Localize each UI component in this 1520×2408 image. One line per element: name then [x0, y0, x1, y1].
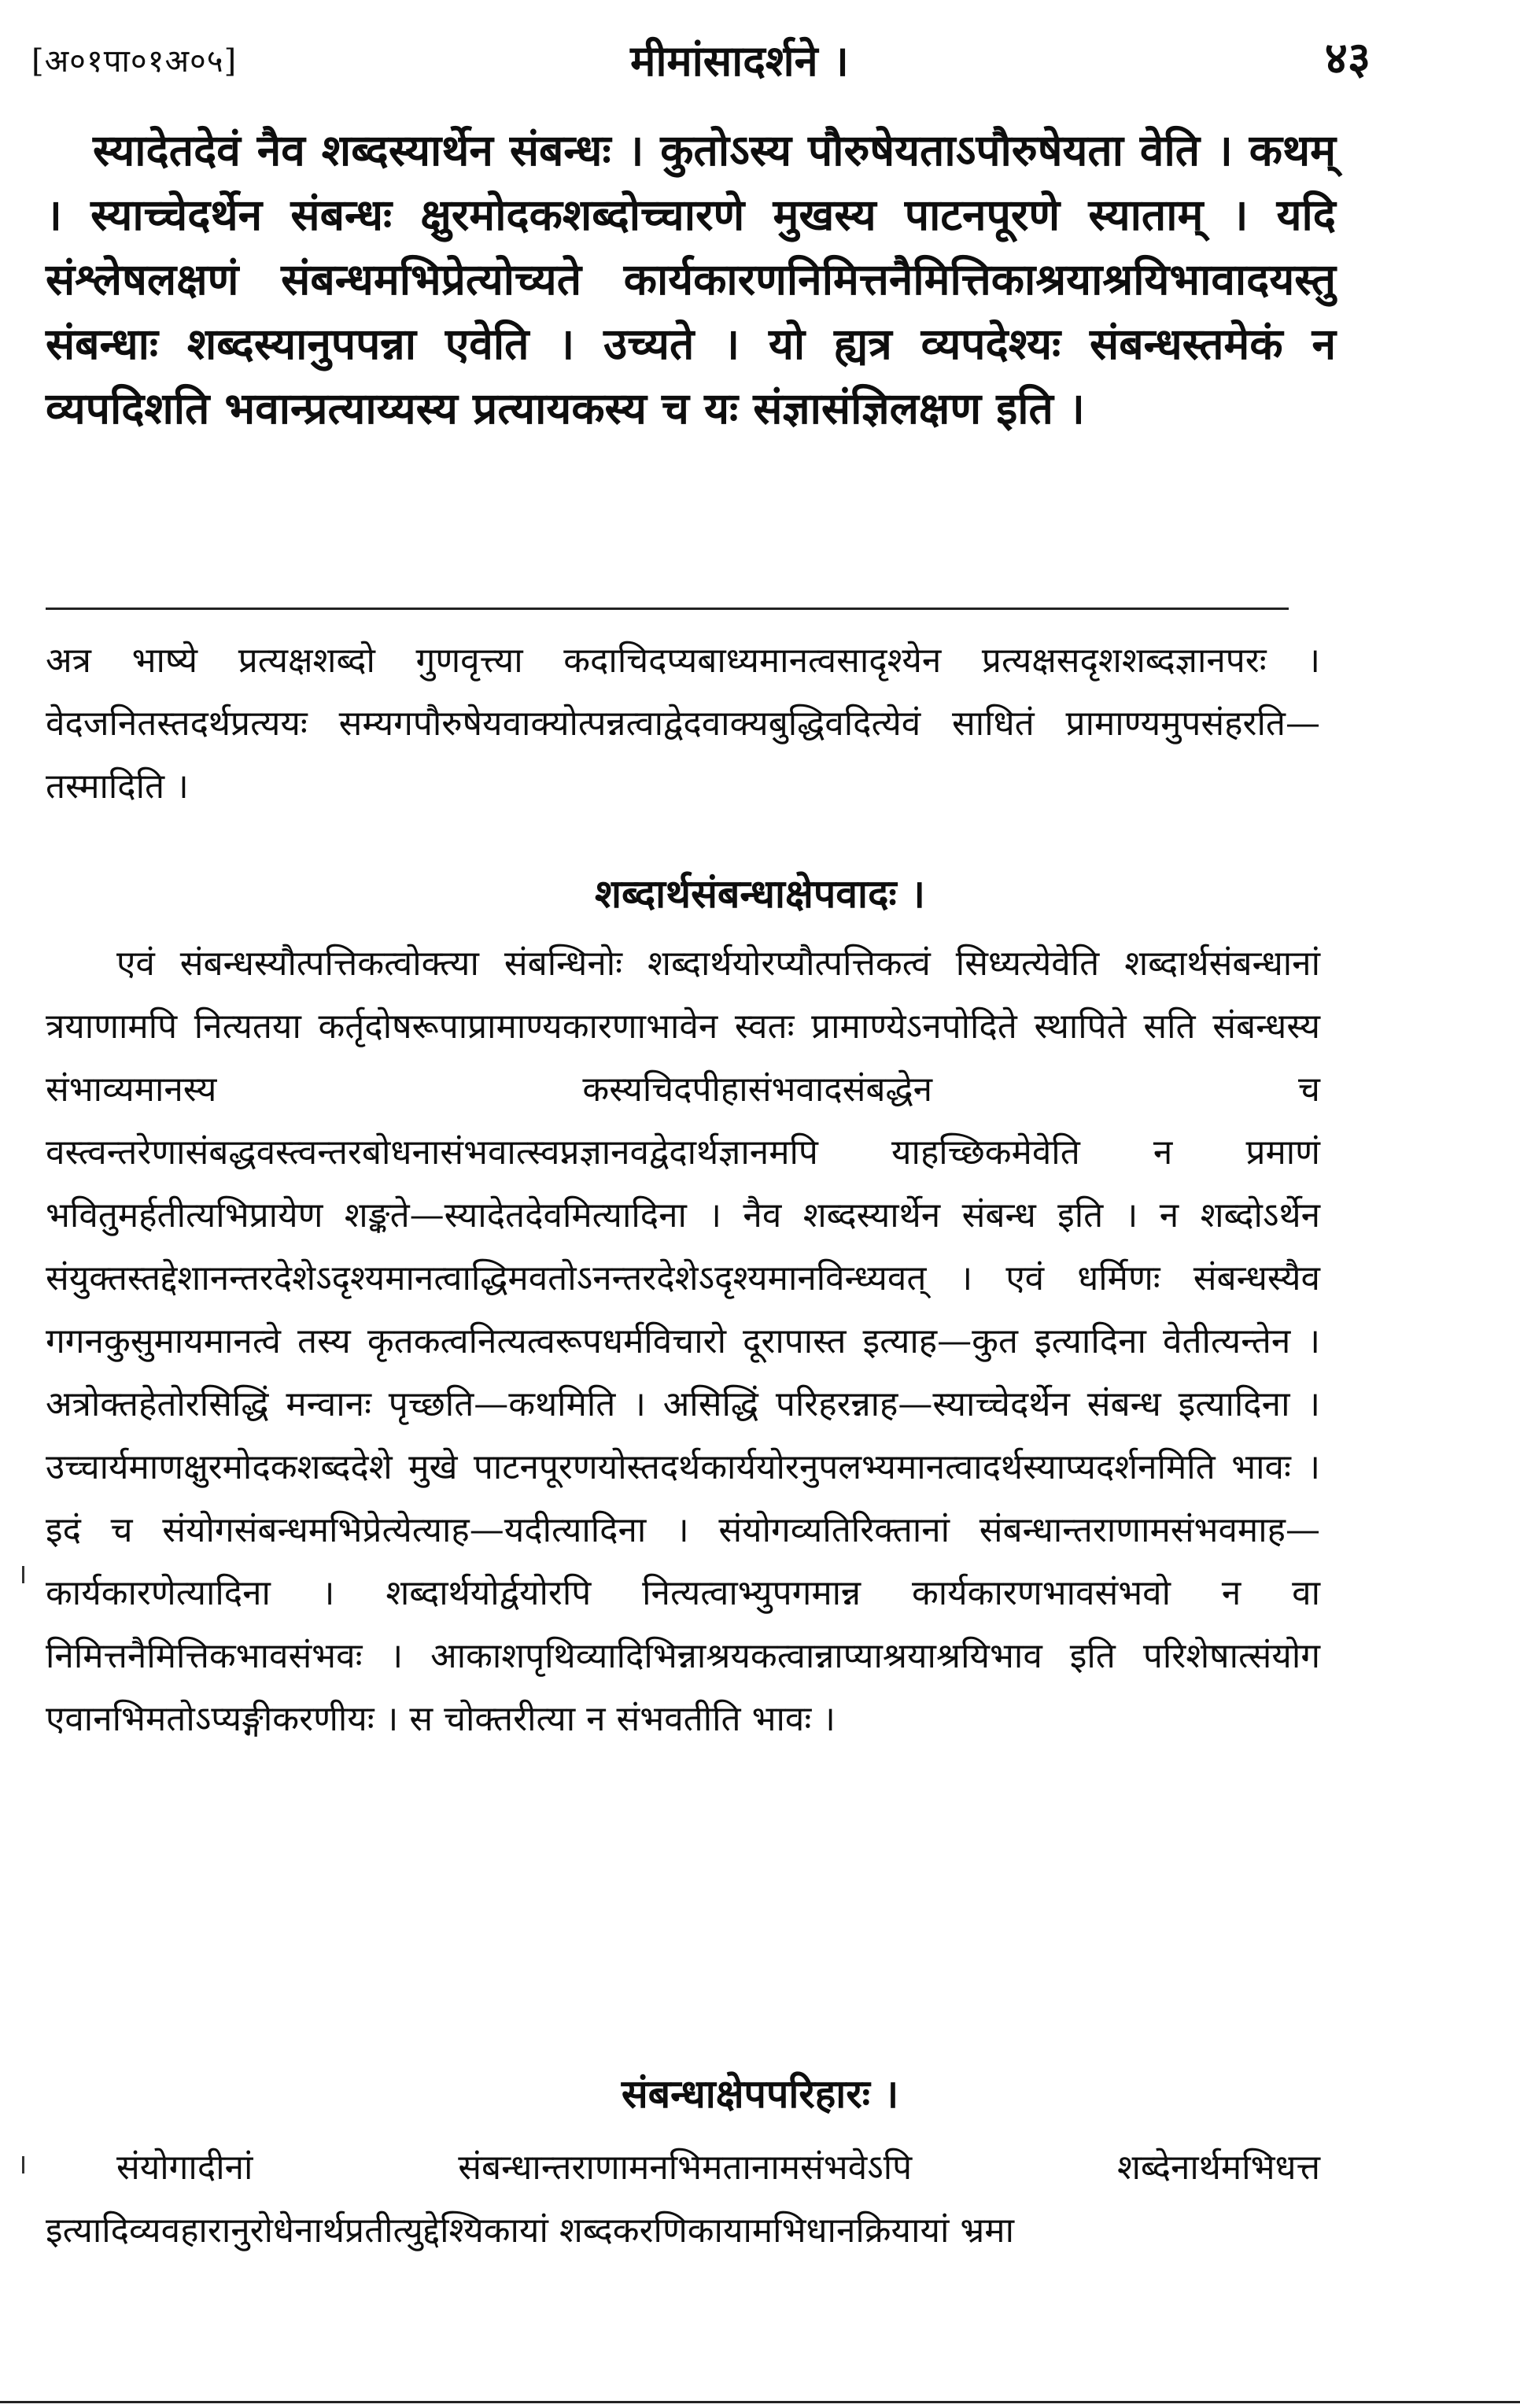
page-bottom-border: [0, 2401, 1520, 2403]
section-reference: [अ०१पा०१अ०५]: [31, 43, 238, 79]
commentary-block-1: [46, 630, 1320, 818]
page-number: ४३: [1324, 32, 1371, 84]
commentary-block-3: [46, 2137, 1320, 2262]
main-sutra-text: [46, 118, 1336, 441]
page-header: [31, 27, 1489, 90]
margin-mark: [22, 1566, 24, 1583]
commentary-paragraph-1: अत्र भाष्ये प्रत्यक्षशब्दो गुणवृत्त्या कदाचिदप्यबाध्यमानत्वसादृश्येन प्रत्यक्षसदृशशब्दज्ञानपरः । वेदजनितस्तदर्थप्रत्ययः सम्यगपौरुषेयवाक्योत्पन्नत्वाद्वेदवाक्यबुद्धिवदित्येवं साधितं प्रामाण्यमुपसंहरति—तस्मादिति ।: [46, 641, 1320, 807]
running-title: मीमांसादर्शने ।: [630, 35, 849, 86]
margin-mark: [22, 2156, 24, 2173]
divider-rule: [46, 608, 1289, 610]
main-paragraph: स्यादेतदेवं नैव शब्दस्यार्थेन संबन्धः । कुतोऽस्य पौरुषेयताऽपौरुषेयता वेति । कथम् । स्याच्चेदर्थेन संबन्धः क्षुरमोदकशब्दोच्चारणे मुखस्य पाटनपूरणे स्याताम् । यदि संश्लेषलक्षणं संबन्धमभिप्रेत्योच्यते कार्यकारणनिमित्तनैमित्तिकाश्रयाश्रयिभावादयस्तु संबन्धाः शब्दस्यानुपपन्ना एवेति । उच्यते । यो ह्यत्र व्यपदेश्यः संबन्धस्तमेकं न व्यपदिशति भवान्प्रत्याय्यस्य प्रत्यायकस्य च यः संज्ञासंज्ञिलक्षण इति ।: [46, 124, 1336, 434]
section-heading-2: संबन्धाक्षेपपरिहारः ।: [621, 2070, 899, 2117]
commentary-paragraph-3: संयोगादीनां संबन्धान्तराणामनभिमतानामसंभवेऽपि शब्देनार्थमभिधत्त इत्यादिव्यवहारानुरोधेनार्थप्रतीत्युद्देश्यिकायां शब्दकरणिकायामभिधानक्रियायां भ्रमा: [46, 2148, 1320, 2251]
commentary-paragraph-2: एवं संबन्धस्यौत्पत्तिकत्वोक्त्या संबन्धिनोः शब्दार्थयोरप्यौत्पत्तिकत्वं सिध्यत्येवेति शब्दार्थसंबन्धानां त्रयाणामपि नित्यतया कर्तृदोषरूपाप्रामाण्यकारणाभावेन स्वतः प्रामाण्येऽनपोदिते स्थापिते सति संबन्धस्य संभाव्यमानस्य कस्यचिदपीहासंभवादसंबद्धेन च वस्त्वन्तरेणासंबद्धवस्त्वन्तरबोधनासंभवात्स्वप्नज्ञानवद्वेदार्थज्ञानमपि याहच्छिकमेवेति न प्रमाणं भवितुमर्हतीत्यभिप्रायेण शङ्कते—स्यादेतदेवमित्यादिना । नैव शब्दस्यार्थेन संबन्ध इति । न शब्दोऽर्थेन संयुक्तस्तद्देशानन्तरदेशेऽदृश्यमानत्वाद्धिमवतोऽनन्तरदेशेऽदृश्यमानविन्ध्यवत् । एवं धर्मिणः संबन्धस्यैव गगनकुसुमायमानत्वे तस्य कृतकत्वनित्यत्वरूपधर्मविचारो दूरापास्त इत्याह—कुत इत्यादिना वेतीत्यन्तेन । अत्रोक्तहेतोरसिद्धिं मन्वानः पृच्छति—कथमिति । असिद्धिं परिहरन्नाह—स्याच्चेदर्थेन संबन्ध इत्यादिना । उच्चार्यमाणक्षुरमोदकशब्ददेशे मुखे पाटनपूरणयोस्तदर्थकार्ययोरनुपलभ्यमानत्वादर्थस्याप्यदर्शनमिति भावः । इदं च संयोगसंबन्धमभिप्रेत्येत्याह—यदीत्यादिना । संयोगव्यतिरिक्तानां संबन्धान्तराणामसंभवमाह—कार्यकारणेत्यादिना । शब्दार्थयोर्द्वयोरपि नित्यत्वाभ्युपगमान्न कार्यकारणभावसंभवो न वा निमित्तनैमित्तिकभावसंभवः । आकाशपृथिव्यादिभिन्नाश्रयकत्वान्नाप्याश्रयाश्रयिभाव इति परिशेषात्संयोग एवानभिमतोऽप्यङ्गीकरणीयः । स चोक्तरीत्या न संभवतीति भावः ।: [46, 944, 1320, 1739]
commentary-block-2: [46, 933, 1320, 1751]
section-heading-1: शब्दार्थसंबन्धाक्षेपवादः ।: [594, 870, 925, 917]
